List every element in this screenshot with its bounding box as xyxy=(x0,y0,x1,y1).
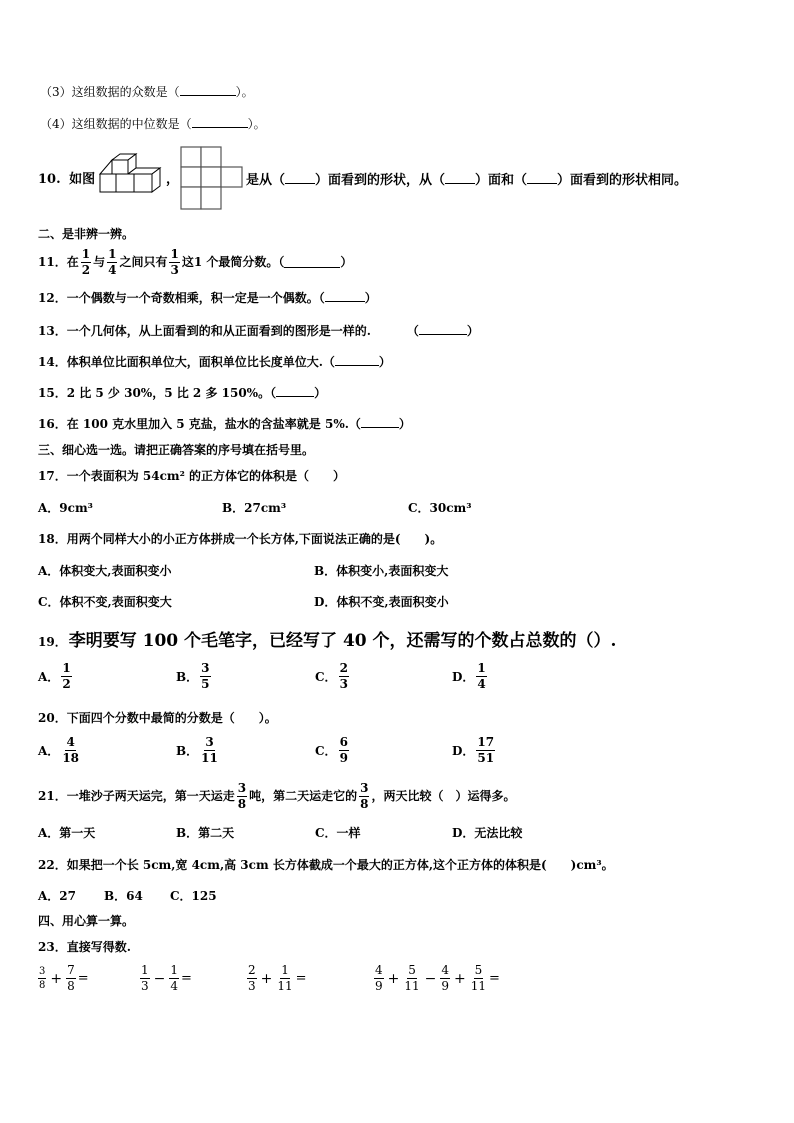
fraction: $\frac{4}{9}$ xyxy=(375,963,383,993)
answer-blank[interactable] xyxy=(445,172,475,184)
section-4-heading: 四、用心算一算。 xyxy=(38,914,135,928)
question-11: 11．在 $\frac{1}{2}$ 与 $\frac{1}{4}$ 之间只有 $\frac{1}{3}$ 这1 个最简分数。（ ） xyxy=(38,246,353,277)
option-a[interactable]: A．第一天 xyxy=(38,826,96,840)
question-13: 13．一个几何体，从上面看到的和从正面看到的图形是一样的. （ ） xyxy=(38,324,479,338)
section-3-heading: 三、细心选一选。请把正确答案的序号填在括号里。 xyxy=(38,443,315,457)
question-18: 18．用两个同样大小的小正方体拼成一个长方体,下面说法正确的是( )。 xyxy=(38,532,443,546)
answer-blank[interactable] xyxy=(325,290,365,302)
option-c[interactable]: C．125 xyxy=(170,889,217,903)
question-12: 12．一个偶数与一个奇数相乘，积一定是一个偶数。（ ） xyxy=(38,291,377,305)
q9-item-3: （3）这组数据的众数是（ ）。 xyxy=(40,85,254,99)
fraction: $\frac{2}{3}$ xyxy=(339,661,348,691)
option-b[interactable]: B．第二天 xyxy=(176,826,235,840)
fraction: $\frac{3}{5}$ xyxy=(201,661,210,691)
question-17: 17．一个表面积为 54cm² 的正方体它的体积是（ ） xyxy=(38,469,346,483)
question-19: 19． 李明要写 100 个毛笔字，已经写了 40 个，还需写的个数占总数的（）. xyxy=(38,631,617,651)
option-b[interactable]: B．27cm³ xyxy=(222,501,287,515)
fraction: $\frac{1}{2}$ xyxy=(62,661,71,691)
fraction: $\frac{3}{11}$ xyxy=(201,735,218,765)
expression-2: $\frac{1}{3}$ − $\frac{1}{4}$ = xyxy=(141,963,192,993)
fraction: $\frac{1}{4}$ xyxy=(108,246,117,277)
option-d[interactable]: D．无法比较 xyxy=(452,826,523,840)
expression-4: $\frac{4}{9}$ + $\frac{5}{11}$ − $\frac{4}{9}$ + $\frac{5}{11}$ = xyxy=(375,963,500,993)
option-b[interactable]: B． $\frac{3}{5}$ xyxy=(176,661,210,691)
fraction: $\frac{1}{2}$ xyxy=(81,246,91,277)
option-c[interactable]: C．30cm³ xyxy=(408,501,472,515)
answer-blank[interactable] xyxy=(361,416,399,428)
option-d[interactable]: D． $\frac{1}{4}$ xyxy=(452,661,486,691)
question-10-text: 是从（ ）面看到的形状，从（ ）面和（ ）面看到的形状相同。 xyxy=(246,173,688,188)
option-c[interactable]: C．一样 xyxy=(315,826,361,840)
option-c[interactable]: C． $\frac{2}{3}$ xyxy=(315,661,348,691)
option-a[interactable]: A． $\frac{4}{18}$ xyxy=(38,735,80,765)
option-b[interactable]: B．64 xyxy=(104,889,143,903)
answer-blank[interactable] xyxy=(276,385,314,397)
option-d[interactable]: D．体积不变,表面积变小 xyxy=(314,595,449,609)
view-grid-figure xyxy=(180,146,244,212)
fraction: $\frac{3}{8}$ xyxy=(237,780,247,811)
question-22: 22．如果把一个长 5cm,宽 4cm,高 3cm 长方体截成一个最大的正方体,这个正方体的体积是( )cm³。 xyxy=(38,858,614,872)
question-15: 15．2 比 5 少 30%，5 比 2 多 150%。（ ） xyxy=(38,386,327,400)
answer-blank[interactable] xyxy=(284,256,340,268)
fraction: $\frac{4}{9}$ xyxy=(441,963,450,993)
option-a[interactable]: A．9cm³ xyxy=(38,501,93,515)
fraction: $\frac{1}{3}$ xyxy=(141,963,149,993)
expression-1: $\frac{3}{8}$ + $\frac{7}{8}$ = xyxy=(39,963,89,993)
question-10: 10. 如图 xyxy=(38,172,96,187)
fraction: $\frac{3}{8}$ xyxy=(360,780,369,811)
question-20: 20．下面四个分数中最简的分数是（ ）。 xyxy=(38,711,277,725)
question-21: 21．一堆沙子两天运完，第一天运走 $\frac{3}{8}$ 吨，第二天运走它的 $\frac{3}{8}$ ，两天比较（ ）运得多。 xyxy=(38,780,516,811)
fraction: $\frac{17}{51}$ xyxy=(477,735,495,765)
option-b[interactable]: B．体积变小,表面积变大 xyxy=(314,564,449,578)
fraction: $\frac{1}{11}$ xyxy=(277,963,293,993)
option-c[interactable]: C．体积不变,表面积变大 xyxy=(38,595,172,609)
question-14: 14．体积单位比面积单位大，面积单位比长度单位大.（ ） xyxy=(38,355,391,369)
option-a[interactable]: A． $\frac{1}{2}$ xyxy=(38,661,71,691)
question-16: 16．在 100 克水里加入 5 克盐，盐水的含盐率就是 5%.（ ） xyxy=(38,417,411,431)
answer-blank[interactable] xyxy=(335,354,379,366)
option-c[interactable]: C． $\frac{6}{9}$ xyxy=(315,735,348,765)
fraction: $\frac{2}{3}$ xyxy=(248,963,256,993)
option-a[interactable]: A．27 xyxy=(38,889,77,903)
fraction: $\frac{1}{4}$ xyxy=(170,963,179,993)
fraction: $\frac{7}{8}$ xyxy=(67,963,75,993)
fraction: $\frac{5}{11}$ xyxy=(404,963,420,993)
expression-3: $\frac{2}{3}$ + $\frac{1}{11}$ = xyxy=(248,963,307,993)
answer-blank[interactable] xyxy=(180,84,236,96)
fraction: $\frac{6}{9}$ xyxy=(339,735,348,765)
q9-item-4: （4）这组数据的中位数是（ ）。 xyxy=(40,117,266,131)
cube-stack-figure xyxy=(98,152,166,198)
fraction: $\frac{1}{4}$ xyxy=(477,661,486,691)
answer-blank[interactable] xyxy=(192,116,248,128)
option-b[interactable]: B． $\frac{3}{11}$ xyxy=(176,735,218,765)
answer-blank[interactable] xyxy=(285,172,315,184)
answer-blank[interactable] xyxy=(527,172,557,184)
fraction: $\frac{1}{3}$ xyxy=(170,246,179,277)
fraction: $\frac{4}{18}$ xyxy=(62,735,80,765)
fraction: $\frac{5}{11}$ xyxy=(470,963,487,993)
question-23: 23．直接写得数. xyxy=(38,940,131,954)
option-a[interactable]: A．体积变大,表面积变小 xyxy=(38,564,172,578)
question-10-comma: ， xyxy=(166,172,180,187)
answer-blank[interactable] xyxy=(419,323,467,335)
option-d[interactable]: D． $\frac{17}{51}$ xyxy=(452,735,495,765)
fraction: $\frac{3}{8}$ xyxy=(39,966,46,991)
section-2-heading: 二、是非辨一辨。 xyxy=(38,227,135,241)
